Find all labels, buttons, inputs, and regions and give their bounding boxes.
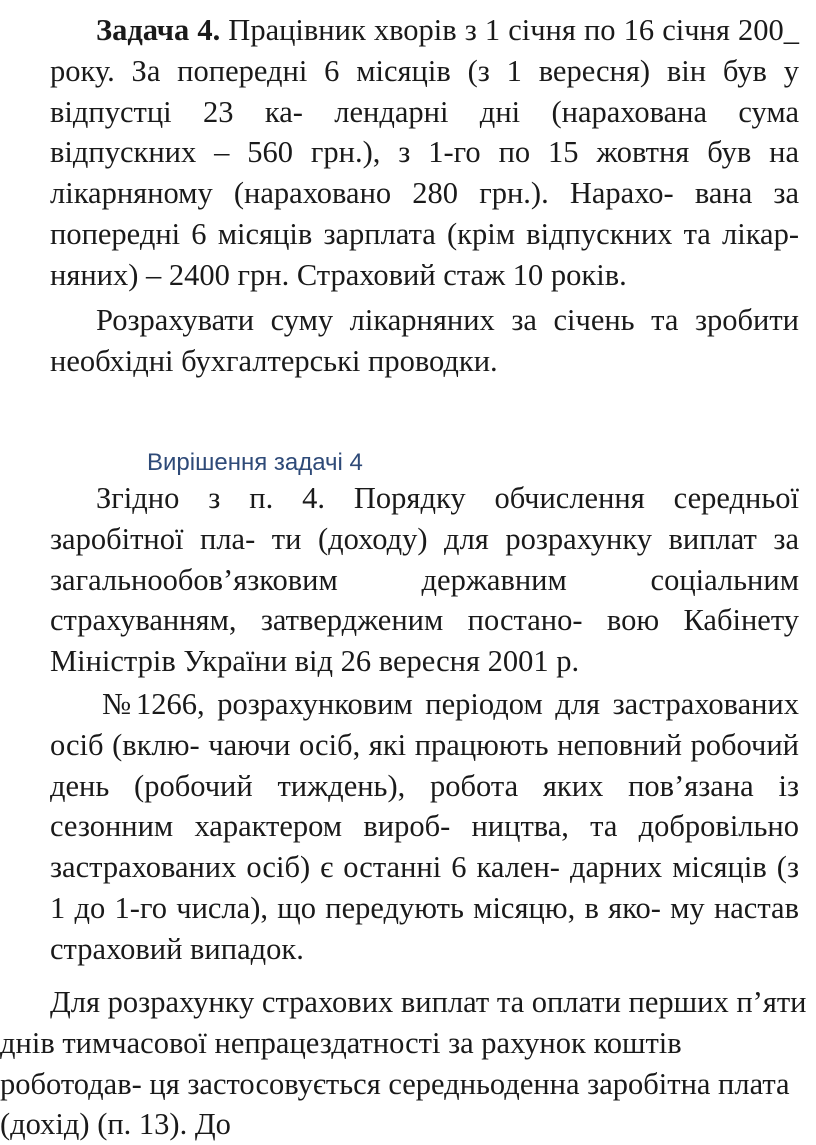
instruction-paragraph: Розрахувати суму лікарняних за січень та зробити необхідні бухгалтерські проводки. <box>50 303 799 378</box>
solution-paragraph-2: №1266, розрахунковим періодом для застрахованих осіб (вклю- чаючи осіб, які працюють неповний робочий день (робочий тиждень), робота яких пов’язана із сезонним характером вироб- ництва, та добровільно застрахованих осіб) є останні 6 кален- дарних місяців (з 1 до 1-го числа), що передують місяцю, в яко- му настав страховий випадок. <box>50 687 799 966</box>
solution-paragraph-3: Для розрахунку страхових виплат та оплати перших п’яти днів тимчасової непрацездатності за рахунок коштів роботодав- ця застосовується середньоденна заробітна плата (дохід) (п. 13). До <box>0 985 807 1142</box>
solution-heading: Вирішення задачі 4 <box>147 449 363 476</box>
task-paragraph <box>50 10 799 296</box>
task-text: Працівник хворів з 1 січня по 16 січня 200_ року. За попередні 6 місяців (з 1 вересня) він був у відпустці 23 ка- лендарні дні (нарахована сума відпускних – 560 грн.), з 1-го по 15 жовтня був на лікарняному (нараховано 280 грн.). Нарахо- вана за попередні 6 місяців зарплата (крім відпускних та лікар- няних) – 2400 грн. Страховий стаж 10 років. <box>50 13 799 292</box>
solution-paragraph-1: Згідно з п. 4. Порядку обчислення середньої заробітної пла- ти (доходу) для розрахунку виплат за загальнообов’язковим державним соціальним страхуванням, затвердженим постано- вою Кабінету Міністрів України від 26 вересня 2001 р. <box>50 481 799 679</box>
task-title: Задача 4. <box>96 13 221 47</box>
